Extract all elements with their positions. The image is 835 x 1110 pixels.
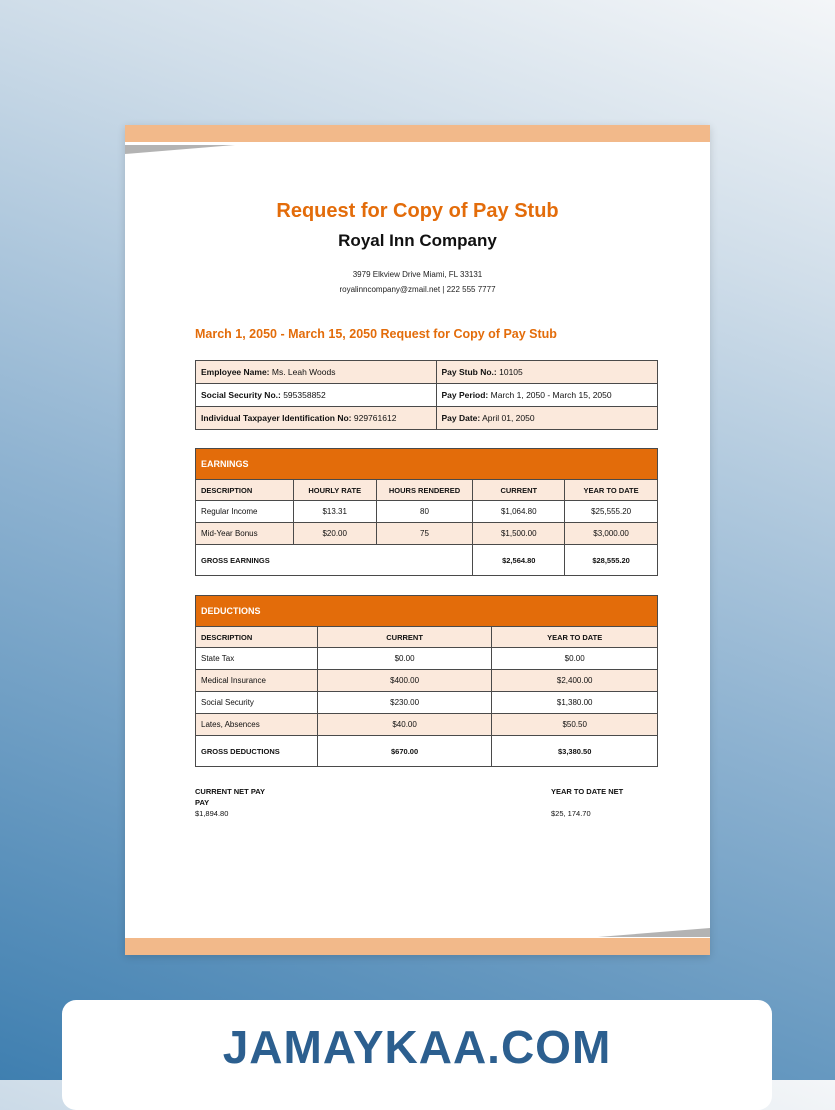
- gross-deductions-ytd: $3,380.50: [492, 736, 658, 767]
- company-contact: royalinncompany@zmail.net | 222 555 7777: [339, 285, 496, 294]
- column-header: HOURS RENDERED: [376, 480, 473, 501]
- table-cell: $400.00: [317, 670, 492, 692]
- ssn-label: Social Security No.:: [201, 390, 281, 400]
- table-row: [196, 714, 658, 736]
- bottom-accent-band: [125, 938, 710, 955]
- company-name: Royal Inn Company: [338, 231, 497, 250]
- column-header: DESCRIPTION: [196, 480, 294, 501]
- pay-stub-number-value: 10105: [496, 367, 523, 377]
- table-cell: 80: [376, 501, 473, 523]
- table-cell: $20.00: [293, 523, 376, 545]
- pay-stub-document: [125, 125, 710, 955]
- period-heading: March 1, 2050 - March 15, 2050 Request for Copy of Pay Stub: [195, 327, 557, 341]
- itin-value: 929761612: [351, 413, 397, 423]
- table-cell: $0.00: [317, 648, 492, 670]
- gross-earnings-current: $2,564.80: [473, 545, 565, 576]
- gross-earnings-label: GROSS EARNINGS: [196, 545, 473, 576]
- top-accent-band: [125, 125, 710, 142]
- pay-date-cell: [436, 407, 658, 430]
- earnings-table: [195, 448, 658, 576]
- table-cell: $230.00: [317, 692, 492, 714]
- ytd-net-pay: [551, 786, 623, 819]
- column-header: YEAR TO DATE: [492, 627, 658, 648]
- current-net-pay-label-cont: PAY: [195, 798, 210, 807]
- pay-period-label: Pay Period:: [441, 390, 489, 400]
- deductions-header-row: [196, 596, 658, 627]
- table-cell: Lates, Absences: [196, 714, 318, 736]
- current-net-pay-label: CURRENT NET PAY: [195, 787, 266, 796]
- table-cell: $2,400.00: [492, 670, 658, 692]
- column-header: CURRENT: [317, 627, 492, 648]
- employee-name-cell: [196, 361, 437, 384]
- table-row: [196, 523, 658, 545]
- table-cell: $3,000.00: [565, 523, 658, 545]
- table-cell: $13.31: [293, 501, 376, 523]
- table-cell: Regular Income: [196, 501, 294, 523]
- table-cell: $1,064.80: [473, 501, 565, 523]
- current-net-pay: [195, 786, 265, 819]
- earnings-column-headers: [196, 480, 658, 501]
- earnings-heading: EARNINGS: [196, 449, 658, 480]
- table-cell: Social Security: [196, 692, 318, 714]
- gross-deductions-row: [196, 736, 658, 767]
- bottom-right-corner-decoration: [598, 928, 710, 937]
- table-cell: $1,380.00: [492, 692, 658, 714]
- deductions-heading: DEDUCTIONS: [196, 596, 658, 627]
- pay-date-value: April 01, 2050: [480, 413, 535, 423]
- gross-deductions-current: $670.00: [317, 736, 492, 767]
- deductions-table: [195, 595, 658, 767]
- table-row: [196, 670, 658, 692]
- column-header: CURRENT: [473, 480, 565, 501]
- table-cell: Mid-Year Bonus: [196, 523, 294, 545]
- watermark-text: JAMAYKAA.COM: [222, 1021, 612, 1073]
- current-net-pay-value: $1,894.80: [195, 809, 229, 818]
- employee-name-label: Employee Name:: [201, 367, 270, 377]
- table-row: [196, 501, 658, 523]
- column-header: DESCRIPTION: [196, 627, 318, 648]
- employee-info-table: [195, 360, 658, 430]
- ssn-cell: [196, 384, 437, 407]
- ssn-value: 595358852: [280, 390, 326, 400]
- itin-cell: [196, 407, 437, 430]
- pay-period-value: March 1, 2050 - March 15, 2050: [488, 390, 612, 400]
- table-row: [196, 407, 658, 430]
- document-title: Request for Copy of Pay Stub: [276, 200, 559, 222]
- table-row: [196, 361, 658, 384]
- table-cell: State Tax: [196, 648, 318, 670]
- pay-stub-number-label: Pay Stub No.:: [441, 367, 497, 377]
- table-cell: $25,555.20: [565, 501, 658, 523]
- pay-stub-number-cell: [436, 361, 658, 384]
- table-cell: Medical Insurance: [196, 670, 318, 692]
- earnings-header-row: [196, 449, 658, 480]
- table-row: [196, 648, 658, 670]
- ytd-net-pay-label: YEAR TO DATE NET: [551, 787, 624, 796]
- pay-period-cell: [436, 384, 658, 407]
- itin-label: Individual Taxpayer Identification No:: [201, 413, 352, 423]
- table-cell: 75: [376, 523, 473, 545]
- employee-name-value: Ms. Leah Woods: [269, 367, 336, 377]
- company-address: 3979 Elkview Drive Miami, FL 33131: [352, 270, 483, 279]
- table-row: [196, 384, 658, 407]
- table-cell: $50.50: [492, 714, 658, 736]
- pay-date-label: Pay Date:: [441, 413, 481, 423]
- watermark-banner: [62, 1000, 772, 1110]
- ytd-net-pay-value: $25, 174.70: [551, 809, 591, 818]
- table-row: [196, 692, 658, 714]
- table-cell: $0.00: [492, 648, 658, 670]
- gross-deductions-label: GROSS DEDUCTIONS: [196, 736, 318, 767]
- column-header: YEAR TO DATE: [565, 480, 658, 501]
- gross-earnings-ytd: $28,555.20: [565, 545, 658, 576]
- column-header: HOURLY RATE: [293, 480, 376, 501]
- table-cell: $1,500.00: [473, 523, 565, 545]
- deductions-column-headers: [196, 627, 658, 648]
- gross-earnings-row: [196, 545, 658, 576]
- top-left-corner-decoration: [125, 145, 235, 154]
- table-cell: $40.00: [317, 714, 492, 736]
